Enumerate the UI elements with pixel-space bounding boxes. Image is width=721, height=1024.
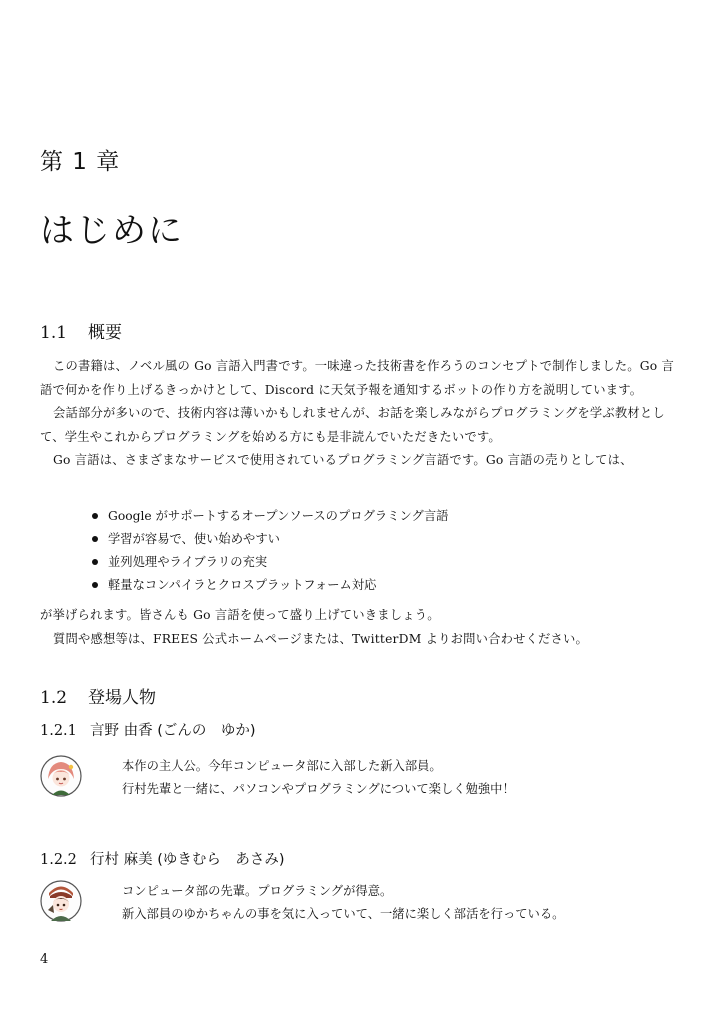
bullet-icon	[92, 582, 98, 588]
chapter-title: はじめに	[40, 211, 184, 251]
character-avatar-icon	[40, 880, 82, 922]
section-title: 概要	[88, 323, 122, 343]
subsection-heading-asami	[40, 848, 285, 869]
paragraph: Go 言語は、さまざまなサービスで使用されているプログラミング言語です。Go 言語の売りとしては、	[53, 453, 633, 467]
description-line: 新入部員のゆかちゃんの事を気に入っていて、一緒に楽しく部活を行っている。	[122, 907, 565, 921]
paragraph: 会話部分が多いので、技術内容は薄いかもしれませんが、お話を楽しみながらプログラミングを学ぶ教材として、学生やこれからプログラミングを始める方にも是非読んでいただきたいです。	[40, 406, 665, 444]
paragraph: 質問や感想等は、FREES 公式ホームページまたは、TwitterDM よりお問い合わせください。	[53, 631, 589, 646]
page-number: 4	[40, 952, 49, 967]
section-number: 1.2	[40, 688, 68, 708]
feature-list	[92, 505, 448, 597]
overview-paragraphs	[40, 355, 680, 473]
section-heading-characters	[40, 683, 156, 708]
subsection-number: 1.2.1	[40, 723, 77, 739]
list-item: 学習が容易で、使い始めやすい	[92, 528, 448, 551]
section-number: 1.1	[40, 323, 68, 343]
bullet-icon	[92, 536, 98, 542]
subsection-title: 行村 麻美 (ゆきむら あさみ)	[90, 852, 285, 868]
list-item: 並列処理やライブラリの充実	[92, 551, 448, 574]
subsection-title: 言野 由香 (ごんの ゆか)	[90, 723, 256, 739]
chapter-number: 第 1 章	[40, 149, 121, 175]
description-line: 本作の主人公。今年コンピュータ部に入部した新入部員。	[122, 759, 442, 773]
closing-paragraphs	[40, 604, 680, 651]
bullet-icon	[92, 513, 98, 519]
section-title: 登場人物	[88, 688, 156, 708]
bullet-icon	[92, 559, 98, 565]
list-item: 軽量なコンパイラとクロスプラットフォーム対応	[92, 574, 448, 597]
description-line: コンピュータ部の先輩。プログラミングが得意。	[122, 884, 393, 898]
list-item: Google がサポートするオープンソースのプログラミング言語	[92, 505, 448, 528]
character-description	[122, 880, 564, 926]
subsection-number: 1.2.2	[40, 852, 77, 868]
section-heading-overview	[40, 318, 122, 343]
character-avatar-icon	[40, 755, 82, 797]
subsection-heading-yuka	[40, 719, 256, 740]
paragraph: この書籍は、ノベル風の Go 言語入門書です。一味違った技術書を作ろうのコンセプトで制作しました。Go 言語で何かを作り上げるきっかけとして、Discord に天気予報を通知するボットの作り方を説明しています。	[40, 359, 674, 397]
description-line: 行村先輩と一緒に、パソコンやプログラミングについて楽しく勉強中！	[122, 782, 515, 796]
character-description	[122, 755, 515, 801]
paragraph: が挙げられます。皆さんも Go 言語を使って盛り上げていきましょう。	[40, 608, 440, 622]
